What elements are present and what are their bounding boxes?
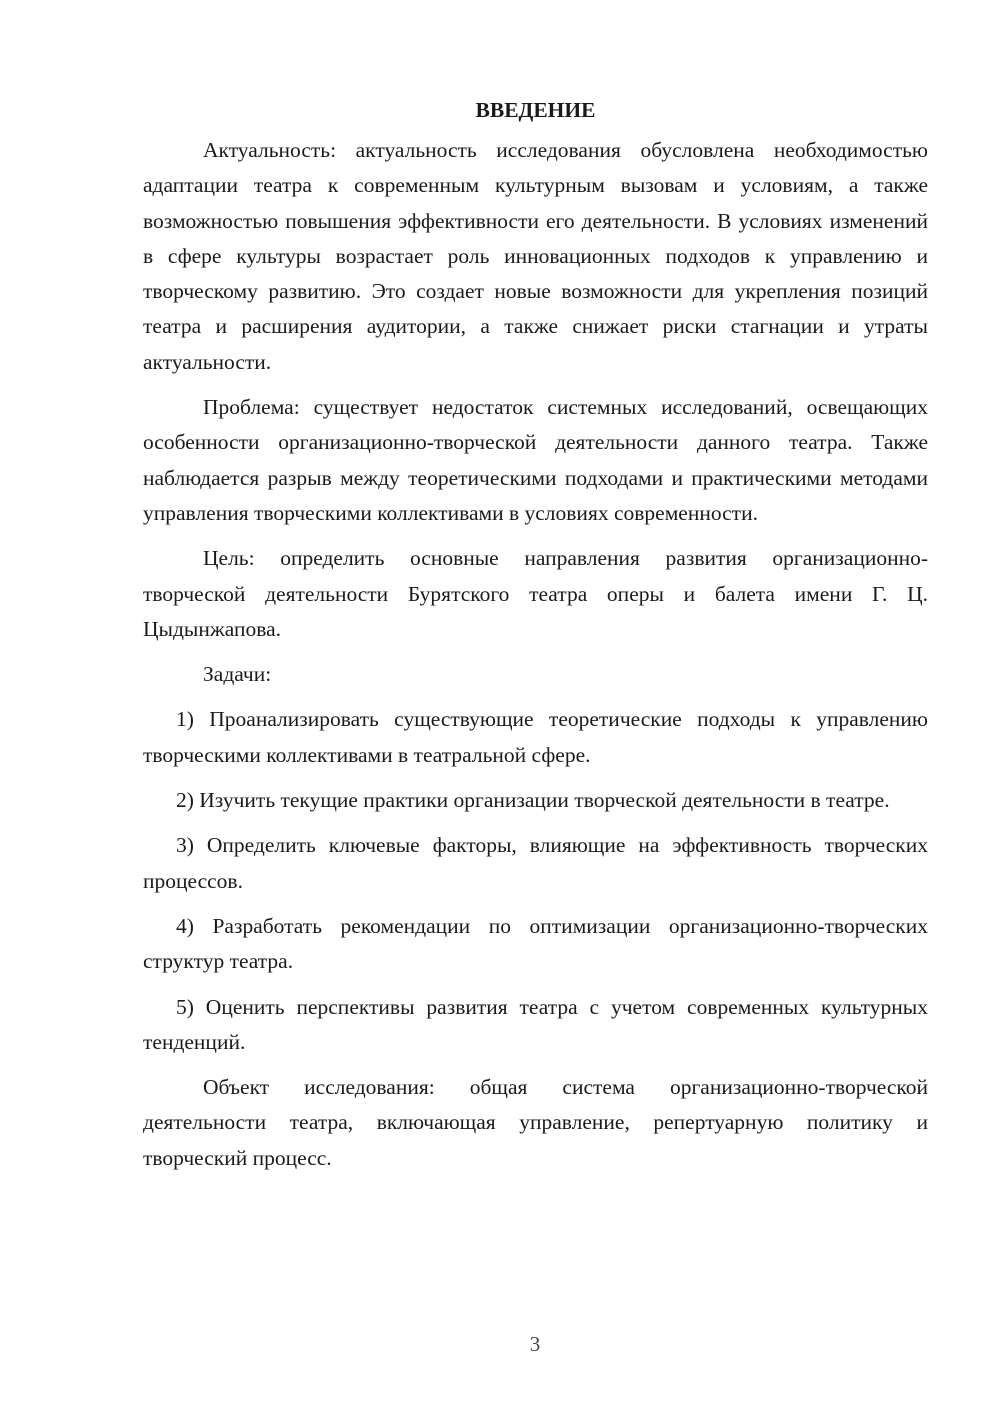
task-item-1: 1) Проанализировать существующие теоретические подходы к управлению творческими коллективами в театральной сфере. [143, 707, 928, 767]
object-paragraph: Объект исследования: общая система организационно-творческой деятельности театра, включающая управление, репертуарную политику и творческий процесс. [143, 1075, 928, 1170]
task-item-3: 3) Определить ключевые факторы, влияющие на эффективность творческих процессов. [143, 833, 928, 893]
task-item-5: 5) Оценить перспективы развития театра с учетом современных культурных тенденций. [143, 994, 928, 1054]
document-page [143, 93, 928, 1186]
page-number: 3 [529, 1332, 541, 1356]
task-item-2: 2) Изучить текущие практики организации творческой деятельности в театре. [176, 788, 890, 813]
relevance-paragraph: Актуальность: актуальность исследования обусловлена необходимостью адаптации театра к современным культурным вызовам и условиям, а также возможностью повышения эффективности его деятельности. В условиях изменений в сфере культуры возрастает роль инновационных подходов к управлению и творческому развитию. Это создает новые возможности для укрепления позиций театра и расширения аудитории, а также снижает риски стагнации и утраты актуальности. [143, 138, 928, 374]
section-heading: ВВЕДЕНИЕ [475, 98, 596, 122]
task-item-4: 4) Разработать рекомендации по оптимизации организационно-творческих структур театра. [143, 913, 928, 974]
goal-paragraph: Цель: определить основные направления развития организационно-творческой деятельности Бурятского театра оперы и балета имени Г. Ц. Цыдынжапова. [143, 546, 928, 641]
problem-paragraph: Проблема: существует недостаток системных исследований, освещающих особенности организационно-творческой деятельности данного театра. Также наблюдается разрыв между теоретическими подходами и практическими методами управления творческими коллективами в условиях современности. [143, 395, 928, 525]
tasks-label: Задачи: [203, 662, 272, 687]
